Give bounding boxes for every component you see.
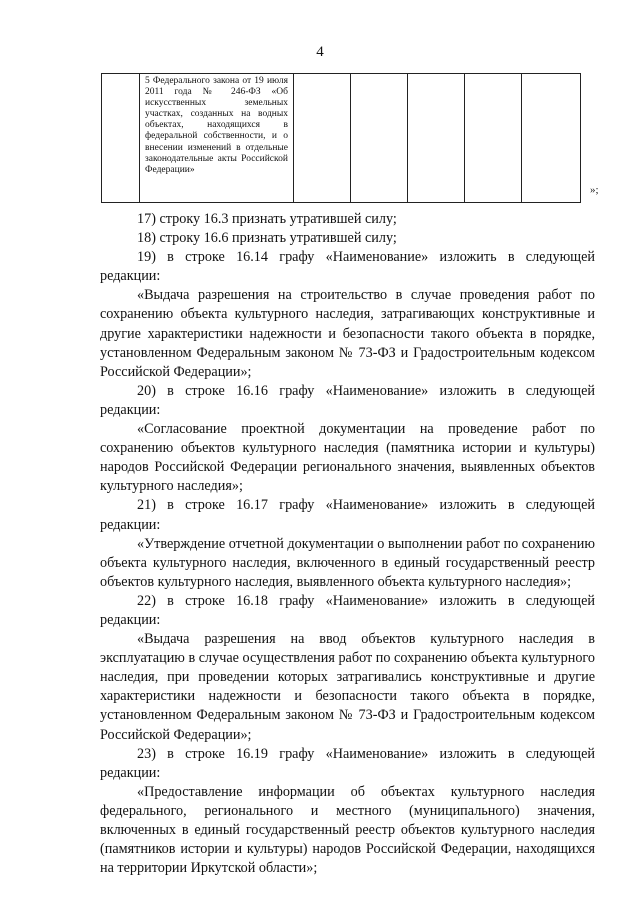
table-cell-empty [465, 74, 522, 203]
table-cell-empty [294, 74, 351, 203]
amendment-item: 18) строку 16.6 признать утратившей силу; [137, 230, 397, 247]
table-cell-empty [408, 74, 465, 203]
table-row [102, 74, 581, 203]
amendment-text: «Согласование проектной документации на проведение работ по сохранению объектов культурного наследия (памятника истории и культуры) народов Российской Федерации регионального значения, выявленных объектов культурного наследия»; [100, 421, 595, 495]
amendment-item: 20) в строке 16.16 графу «Наименование» изложить в следующей редакции: [100, 382, 595, 418]
table-cell-empty [522, 74, 581, 203]
amendment-item: 22) в строке 16.18 графу «Наименование» изложить в следующей редакции: [100, 592, 595, 628]
table-cell-empty [351, 74, 408, 203]
legal-basis-text: 5 Федерального закона от 19 июля 2011 года № 246-ФЗ «Об искусственных земельных участках, созданных на водных объектах, находящихся в федеральной собственности, и о внесении изменений в отдельные законодательные акты Российской Федерации» [145, 76, 288, 175]
page-number: 4 [316, 44, 324, 60]
amendment-text: «Предоставление информации об объектах культурного наследия федерального, регионального и местного (муниципального) значения, включенных в единый государственный реестр объектов культурного наследия (памятников истории и культуры) народов Российской Федерации, находящихся на территории Иркутской области»; [100, 783, 595, 877]
table-cell-legal-basis [140, 74, 294, 203]
amendment-item: 21) в строке 16.17 графу «Наименование» изложить в следующей редакции: [100, 497, 595, 533]
amendment-item: 19) в строке 16.14 графу «Наименование» изложить в следующей редакции: [100, 249, 595, 285]
table-fragment [101, 73, 581, 203]
document-body [100, 210, 595, 878]
table-cell-number [102, 74, 140, 203]
amendment-text: «Выдача разрешения на строительство в случае проведения работ по сохранению объекта культурного наследия, затрагивающих конструктивные и другие характеристики надежности и безопасности такого объекта в порядке, установленном Федеральным законом № 73-ФЗ и Градостроительным кодексом Российской Федерации»; [100, 287, 595, 380]
amendment-item: 17) строку 16.3 признать утратившей силу; [137, 211, 397, 227]
table-closing-mark: »; [590, 184, 599, 196]
amendment-text: «Выдача разрешения на ввод объектов культурного наследия в эксплуатацию в случае осуществления работ по сохранению объекта культурного наследия, при проведении которых затрагивались конструктивные и другие характеристики надежности и безопасности такого объекта в порядке, установленном Федеральным законом № 73-ФЗ и Градостроительным кодексом Российской Федерации»; [100, 631, 595, 743]
amendment-text: «Утверждение отчетной документации о выполнении работ по сохранению объекта культурного наследия, включенного в единый государственный реестр объектов культурного наследия, выявленного объекта культурного наследия»; [100, 535, 595, 590]
amendment-item: 23) в строке 16.19 графу «Наименование» изложить в следующей редакции: [100, 745, 595, 781]
